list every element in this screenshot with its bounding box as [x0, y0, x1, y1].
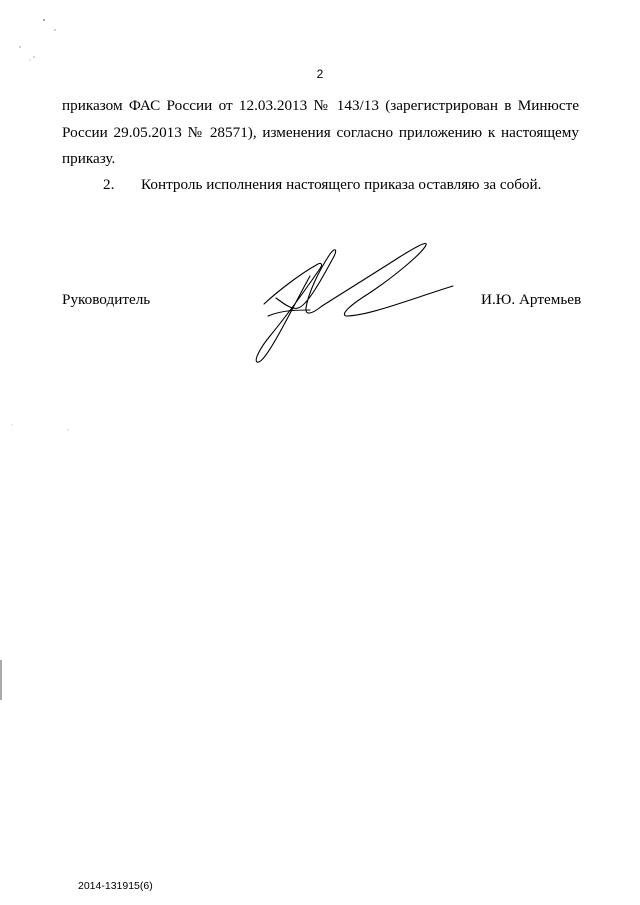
handwritten-signature: [248, 236, 458, 366]
list-item-2: [103, 172, 541, 198]
list-item-number: 2.: [103, 176, 115, 193]
paragraph-continuation: [62, 93, 579, 173]
paragraph-line: приказом ФАС России от 12.03.2013 № 143/13 (зарегистрирован в Минюсте: [62, 97, 579, 114]
signatory-title: Руководитель: [62, 291, 151, 308]
signatory-name: И.Ю. Артемьев: [481, 291, 582, 308]
document-code: 2014-131915(6): [78, 880, 153, 892]
page-number: 2: [316, 67, 324, 81]
paragraph-line: приказу.: [62, 150, 116, 167]
paragraph-line: России 29.05.2013 № 28571), изменения согласно приложению к настоящему: [62, 123, 579, 141]
list-item-text: Контроль исполнения настоящего приказа оставляю за собой.: [141, 176, 542, 193]
